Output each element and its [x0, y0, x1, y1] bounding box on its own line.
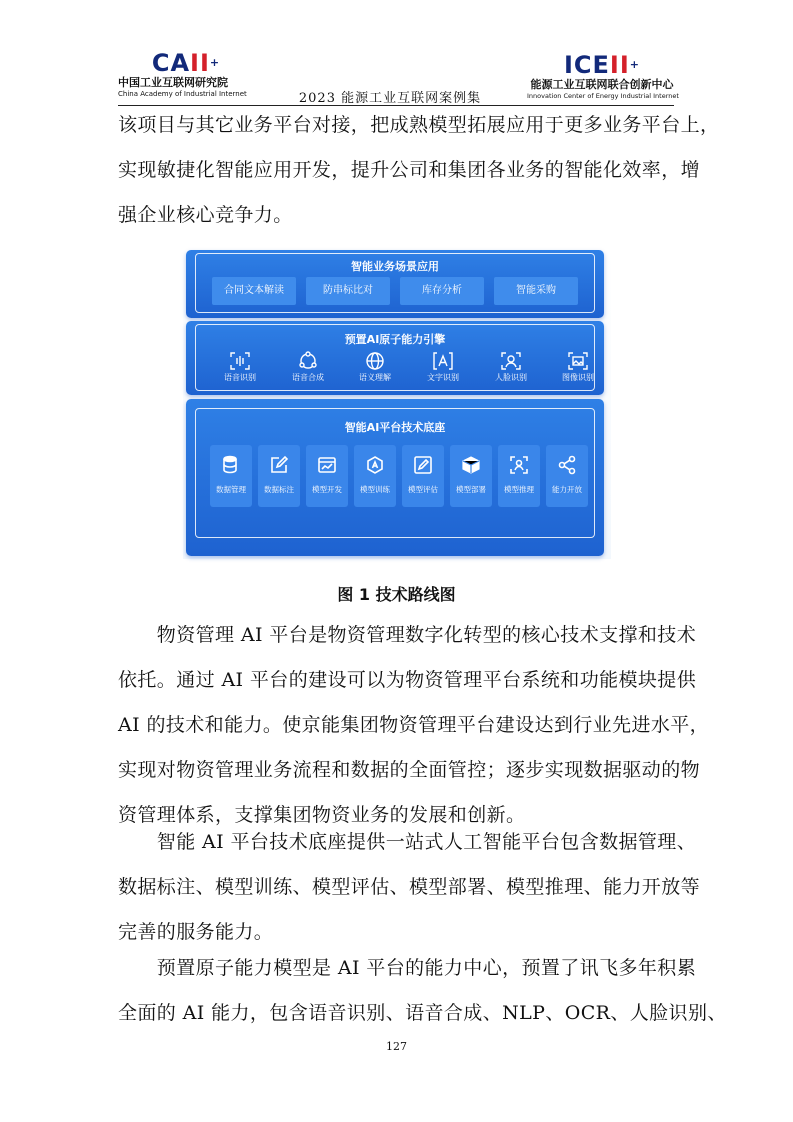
- caii-logo-mark: CA: [151, 49, 191, 77]
- text-line: 完善的服务能力。: [118, 921, 274, 943]
- iceii-logo-cn: 能源工业互联网联合创新中心: [530, 78, 674, 91]
- ability-item: [552, 351, 604, 383]
- panel-business-scenarios: [186, 250, 604, 318]
- pen-frame-icon: [413, 455, 433, 475]
- caii-logo-cn: 中国工业互联网研究院: [118, 76, 228, 89]
- paragraph-2: [118, 613, 710, 838]
- iceii-logo: [527, 52, 677, 101]
- ability-label: 语义理解: [359, 373, 391, 382]
- panel-title: 预置AI原子能力引擎: [344, 333, 446, 346]
- text-line: 预置原子能力模型是 AI 平台的能力中心，预置了讯飞多年积累: [118, 957, 697, 979]
- edit-icon: [269, 455, 289, 475]
- iceii-logo-en: Innovation Center of Energy Industrial Internet: [527, 92, 679, 100]
- text-line: AI 的技术和能力。使京能集团物资管理平台建设达到行业先进水平，: [118, 714, 710, 736]
- tile-label: 数据管理: [216, 485, 246, 494]
- platform-tile: [546, 445, 588, 507]
- caii-logo: [118, 50, 254, 99]
- iceii-logo-mark-highlight: II: [609, 51, 630, 79]
- caii-logo-mark-highlight: II: [190, 49, 210, 77]
- paragraph-4: [118, 946, 727, 1036]
- tile-label: 模型部署: [456, 485, 486, 494]
- box-icon: [461, 455, 481, 475]
- panel-title: 智能AI平台技术底座: [344, 421, 446, 434]
- scenario-chip: 库存分析: [400, 277, 484, 305]
- iceii-logo-plus: +: [629, 58, 640, 71]
- tile-label: 模型推理: [504, 485, 534, 494]
- tile-label: 模型评估: [408, 485, 438, 494]
- platform-tile: [210, 445, 252, 507]
- ability-item: [485, 351, 537, 383]
- face-scan-icon: [500, 351, 522, 371]
- panel-ai-atomic-engine: [186, 321, 604, 395]
- page-number: 127: [386, 1040, 407, 1053]
- voice-wave-icon: [229, 351, 251, 371]
- caii-logo-plus: +: [209, 56, 221, 69]
- text-line: 实现敏捷化智能应用开发，提升公司和集团各业务的智能化效率，增: [118, 159, 701, 181]
- text-line: 强企业核心竞争力。: [118, 204, 293, 226]
- ability-label: 人脸识别: [495, 373, 527, 382]
- caii-logo-en: China Academy of Industrial Internet: [118, 90, 247, 98]
- ability-label: 文字识别: [427, 373, 459, 382]
- running-title: 2023 能源工业互联网案例集: [298, 91, 482, 106]
- scenario-chip: 合同文本解读: [212, 277, 296, 305]
- text-line: 物资管理 AI 平台是物资管理数字化转型的核心技术支撑和技术: [118, 624, 697, 646]
- globe-icon: [364, 351, 386, 371]
- text-line: 依托。通过 AI 平台的建设可以为物资管理平台系统和功能模块提供: [118, 669, 697, 691]
- scan-person-icon: [509, 455, 529, 475]
- ability-label: 图像识别: [562, 373, 594, 382]
- platform-tile: [306, 445, 348, 507]
- text-line: 该项目与其它业务平台对接，把成熟模型拓展应用于更多业务平台上，: [118, 114, 720, 136]
- paragraph-1: [118, 103, 720, 238]
- text-line: 实现对物资管理业务流程和数据的全面管控；逐步实现数据驱动的物: [118, 759, 701, 781]
- paragraph-3: [118, 820, 701, 955]
- ability-item: [282, 351, 334, 383]
- figure-caption: 图 1 技术路线图: [337, 585, 456, 604]
- page-header: [0, 0, 793, 108]
- panel-title: 智能业务场景应用: [351, 260, 439, 273]
- platform-tile: [258, 445, 300, 507]
- platform-tile: [498, 445, 540, 507]
- scenario-chip: 防串标比对: [306, 277, 390, 305]
- cube-ai-icon: [365, 455, 385, 475]
- synthesis-icon: [297, 351, 319, 371]
- text-line: 智能 AI 平台技术底座提供一站式人工智能平台包含数据管理、: [118, 831, 697, 853]
- ability-label: 语音识别: [224, 373, 256, 382]
- text-scan-icon: [432, 351, 454, 371]
- tile-label: 能力开放: [552, 485, 582, 494]
- share-icon: [557, 455, 577, 475]
- window-chart-icon: [317, 455, 337, 475]
- tile-label: 模型训练: [360, 485, 390, 494]
- tech-roadmap-figure: [183, 249, 611, 559]
- text-line: 资管理体系，支撑集团物资业务的发展和创新。: [118, 804, 526, 826]
- ability-item: [417, 351, 469, 383]
- scenario-chip: 智能采购: [494, 277, 578, 305]
- database-icon: [221, 455, 241, 475]
- tile-label: 模型开发: [312, 485, 342, 494]
- ability-item: [349, 351, 401, 383]
- ability-label: 语音合成: [292, 373, 324, 382]
- text-line: 全面的 AI 能力，包含语音识别、语音合成、NLP、OCR、人脸识别、: [118, 1002, 727, 1024]
- platform-tile: [354, 445, 396, 507]
- platform-tile: [402, 445, 444, 507]
- image-scan-icon: [567, 351, 589, 371]
- panel-ai-platform-base: [186, 399, 604, 556]
- platform-tile: [450, 445, 492, 507]
- ability-item: [214, 351, 266, 383]
- iceii-logo-mark: ICE: [563, 51, 610, 79]
- text-line: 数据标注、模型训练、模型评估、模型部署、模型推理、能力开放等: [118, 876, 701, 898]
- tile-label: 数据标注: [264, 485, 294, 494]
